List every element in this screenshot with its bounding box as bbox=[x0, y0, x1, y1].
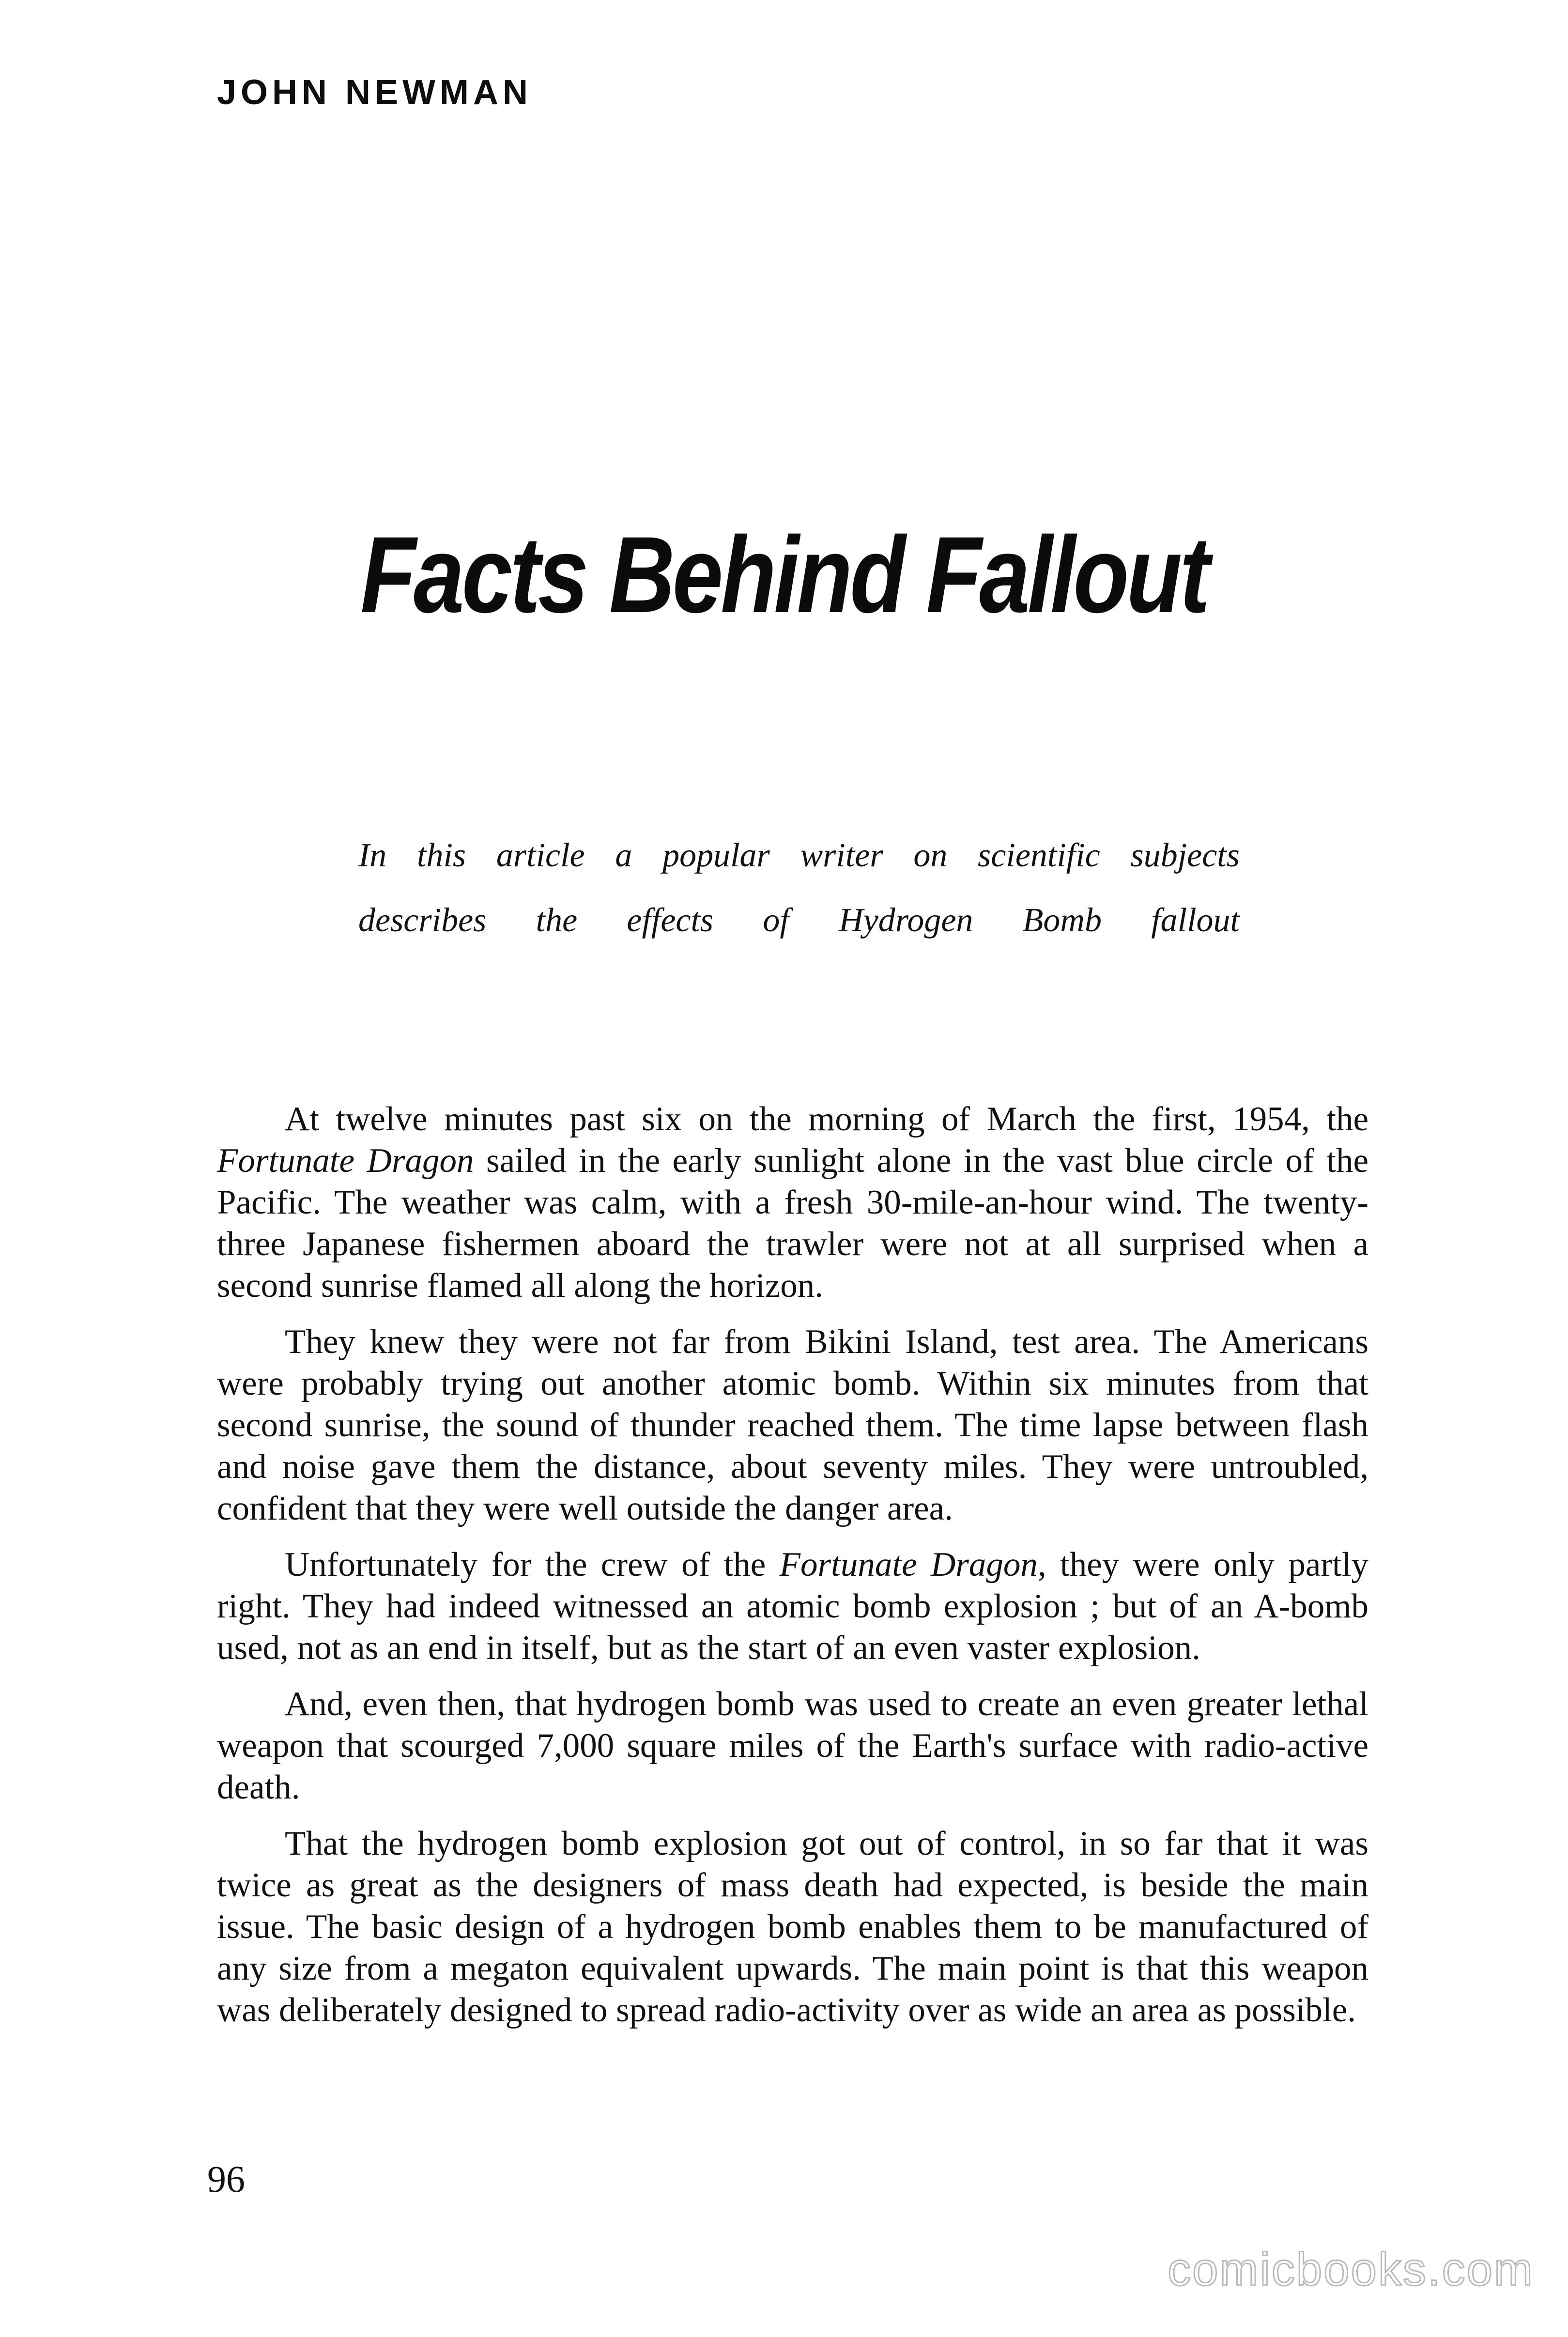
body-paragraph-1-text-a: At twelve minutes past six on the morning of March the first, 1954, the bbox=[285, 1100, 1368, 1138]
article-body bbox=[217, 1098, 1368, 2045]
body-paragraph-2: They knew they were not far from Bikini Island, test area. The Americans were probably trying out another atomic bomb. Within six minutes from that second sunrise, the sound of thunder reached them. The time lapse between flash and noise gave them the distance, about seventy miles. They were untroubled, confident that they were well outside the danger area. bbox=[217, 1323, 1368, 1527]
site-watermark: comicbooks.com bbox=[1168, 2244, 1534, 2295]
body-paragraph-1-text-b: sailed in the early sunlight alone in the vast blue circle of the Pacific. The weather was calm, with a fresh 30-mile-an-hour wind. The twenty-three Japanese fishermen aboard the trawler were not at all surprised when a second sunrise flamed all along the horizon. bbox=[217, 1142, 1368, 1305]
article-deck bbox=[358, 823, 1240, 953]
body-paragraph-5: That the hydrogen bomb explosion got out of control, in so far that it was twice as great as the designers of mass death had expected, is beside the main issue. The basic design of a hydrogen bomb enables them to be manufactured of any size from a megaton equivalent upwards. The main point is that this weapon was deliberately designed to spread radio-activity over as wide an area as possible. bbox=[217, 1825, 1368, 2029]
body-paragraph-3-text-a: Unfortunately for the crew of the bbox=[285, 1546, 780, 1584]
body-paragraph-4: And, even then, that hydrogen bomb was used to create an even greater lethal weapon that scourged 7,000 square miles of the Earth's surface with radio-active death. bbox=[217, 1685, 1368, 1806]
deck-line-2: describes the effects of Hydrogen Bomb fallout bbox=[358, 902, 1240, 939]
author-byline: JOHN NEWMAN bbox=[217, 73, 532, 112]
ship-name-italic: Fortunate Dragon bbox=[217, 1142, 474, 1180]
body-paragraph-3-text-b: , they were only partly right. They had indeed witnessed an atomic bomb explosion ; but of an A-bomb used, not as an end in itself, but as the start of an even vaster explosion. bbox=[217, 1546, 1368, 1667]
article-title: Facts Behind Fallout bbox=[360, 514, 1208, 635]
page-number: 96 bbox=[207, 2158, 245, 2200]
ship-name-italic: Fortunate Dragon bbox=[779, 1546, 1038, 1584]
body-paragraph-3 bbox=[217, 1544, 1368, 1669]
deck-line-1: In this article a popular writer on scientific subjects bbox=[358, 837, 1240, 874]
body-paragraph-1 bbox=[217, 1098, 1368, 1307]
